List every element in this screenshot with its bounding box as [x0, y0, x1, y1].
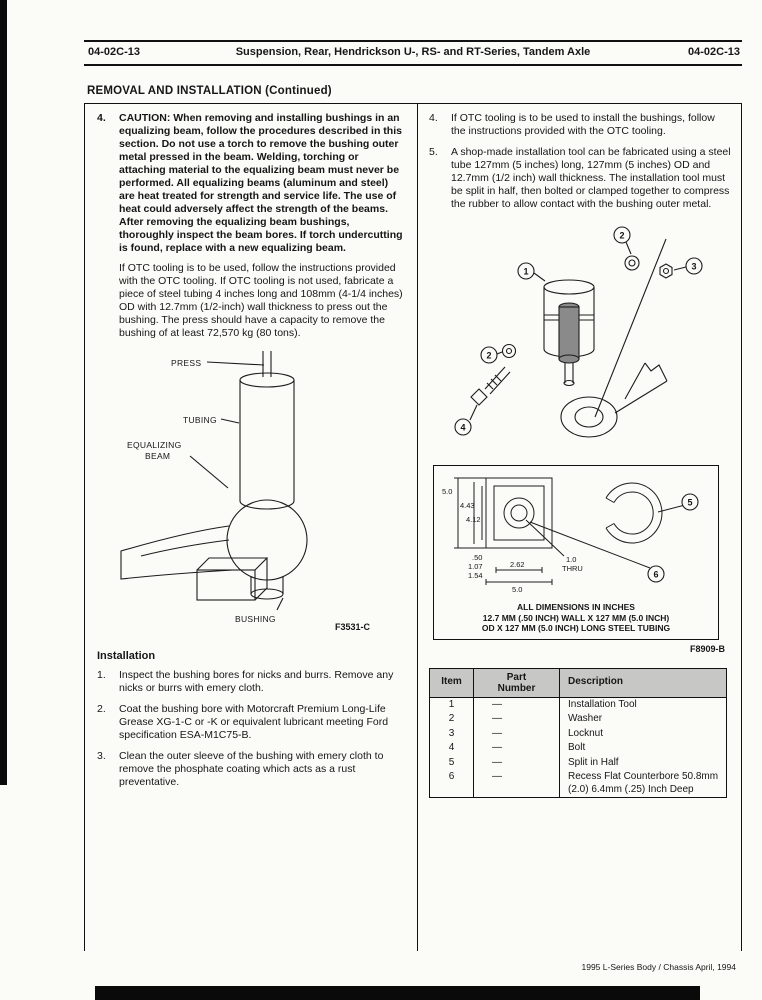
install-step-1: [97, 669, 405, 695]
step-text: A shop-made installation tool can be fabricated using a steel tube 127mm (5 inches) long, 127mm (5 inches) OD and 12.7mm (1/2 inch) wall thickness. The installation tool must be split in half, then bolted or clamped together to compress the rubber to allow contact with the bushing outer metal.: [451, 146, 731, 210]
header-part-line1: Part: [506, 671, 527, 683]
tool-figure: [429, 221, 731, 656]
step-number: 3.: [97, 750, 106, 762]
press-figure: [97, 348, 405, 640]
header-rule-bottom: [84, 64, 742, 66]
table-row: [430, 741, 727, 756]
header-part-number: [474, 668, 560, 697]
bushing-assembly: [559, 303, 579, 386]
left-column: [97, 112, 405, 797]
table-row: [430, 712, 727, 727]
cell-item: 4: [430, 741, 474, 756]
table-row: [430, 770, 727, 798]
cell-item: 3: [430, 727, 474, 742]
cell-description: Split in Half: [560, 756, 727, 771]
dim-1-07: 1.07: [468, 562, 483, 571]
header-rule-top: [84, 40, 742, 42]
dim-1-54: 1.54: [468, 571, 483, 580]
page-code-right: 04-02C-13: [688, 46, 740, 58]
callout-5-num: 5: [687, 497, 693, 508]
section-rule: [84, 103, 742, 104]
scan-artifact-left: [0, 0, 7, 785]
install-step-2: [97, 703, 405, 742]
callout-2-top-num: 2: [619, 230, 625, 241]
section-title: REMOVAL AND INSTALLATION (Continued): [87, 85, 332, 97]
dimension-note-line1: ALL DIMENSIONS IN INCHES: [517, 602, 635, 612]
installation-heading: Installation: [97, 650, 156, 662]
callout-3-num: 3: [691, 261, 697, 272]
dim-4-12: 4.12: [466, 515, 481, 524]
figure-id-f3531c: F3531-C: [335, 622, 371, 632]
cell-part: —: [474, 712, 560, 727]
install-step-3: [97, 750, 405, 789]
dimension-figure-box: [433, 465, 719, 640]
bushing-label: BUSHING: [235, 614, 276, 624]
cell-part: —: [474, 727, 560, 742]
table-row: [430, 756, 727, 771]
dimension-note-line2: 12.7 MM (.50 INCH) WALL X 127 MM (5.0 INCH): [482, 612, 670, 623]
tubing-cylinder: [240, 373, 294, 509]
bolt-shape: [471, 367, 510, 405]
table-row: [430, 727, 727, 742]
locknut-shape: [660, 264, 672, 278]
caution-text: CAUTION: When removing and installing bushings in an equalizing beam, follow the procedures described in this section. Do not use a torch to remove the bushing outer metal pressed in the beam. Welding, torching or attaching material to the equalizing beam must never be performed. All equalizing beams (aluminum and steel) are heat treated for strength and service life. The use of heat could adversely affect the strength of the beams. After removing the equalizing beam bushings, thoroughly inspect the beam bores. If torch undercutting is found, replace with a new equalizing beam.: [119, 112, 403, 254]
caution-step: [97, 112, 405, 340]
column-border-right: [741, 103, 742, 951]
callout-6-num: 6: [653, 569, 659, 580]
dimension-notes: [438, 602, 714, 634]
callout-2-lower-num: 2: [486, 350, 492, 361]
equalizing-beam-label-line2: BEAM: [145, 451, 171, 461]
step-4: [429, 112, 731, 138]
cell-description: Installation Tool: [560, 697, 727, 712]
page-title: Suspension, Rear, Hendrickson U-, RS- and RT-Series, Tandem Axle: [235, 46, 591, 58]
scan-artifact-bottom: [95, 986, 700, 1000]
header-part-line2: Number: [497, 682, 536, 694]
step-text: Clean the outer sleeve of the bushing with emery cloth to remove the phosphate coating which acts as a rust preventative.: [119, 750, 384, 788]
equalizing-beam-shape: [121, 500, 307, 580]
leader-lines: [190, 362, 283, 610]
dim-2-62: 2.62: [510, 560, 525, 569]
dimension-note-line3: OD X 127 MM (5.0 INCH) LONG STEEL TUBING: [481, 623, 671, 633]
dim-0-50: .50: [472, 553, 483, 562]
cell-item: 5: [430, 756, 474, 771]
exploded-tool-diagram: [429, 221, 729, 457]
parts-table: [429, 668, 727, 799]
right-column: [429, 112, 731, 798]
dimension-drawing: [438, 470, 714, 596]
cell-description: Recess Flat Counterbore 50.8mm (2.0) 6.4mm (.25) Inch Deep: [560, 770, 727, 798]
header-item: Item: [430, 668, 474, 697]
cell-description: Locknut: [560, 727, 727, 742]
dim-thru: THRU: [562, 564, 583, 573]
split-ring-section: [606, 483, 662, 543]
cell-description: Bolt: [560, 741, 727, 756]
equalizing-beam-label-line1: EQUALIZING: [127, 440, 182, 450]
step-number: 2.: [97, 703, 106, 715]
footer-text: 1995 L-Series Body / Chassis April, 1994: [581, 962, 736, 972]
tubing-label: TUBING: [183, 415, 217, 425]
table-row: [430, 697, 727, 712]
cell-part: —: [474, 756, 560, 771]
step-number: 1.: [97, 669, 106, 681]
washer-top: [625, 256, 639, 270]
otc-paragraph: If OTC tooling is to be used, follow the instructions provided with the OTC tooling. If OTC tooling is not used, fabricate a piece of steel tubing 4 inches long and 108mm (4-1/4 inches) OD with 12.7mm (1/2-inch) wall thickness to press out the bushing. The press should have a capacity to remove the bushing of at least 72,570 kg (80 tons).: [119, 262, 403, 339]
cell-part: —: [474, 741, 560, 756]
figure-id-f8909b: F8909-B: [689, 643, 725, 654]
step-text: Coat the bushing bore with Motorcraft Premium Long-Life Grease XG-1-C or -K or equivalent lubricant meeting Ford specification ESA-M1C75-B.: [119, 703, 389, 741]
step-text: If OTC tooling is to be used to install the bushings, follow the instructions provided with the OTC tooling.: [451, 112, 715, 137]
dim-4-43: 4.43: [460, 501, 475, 510]
dim-1-0: 1.0: [566, 555, 577, 564]
press-diagram-lines: [121, 351, 307, 610]
flange-section: [486, 478, 552, 548]
cell-item: 1: [430, 697, 474, 712]
cell-item: 2: [430, 712, 474, 727]
step-number: 4.: [97, 112, 106, 124]
step-5: [429, 146, 731, 211]
exploded-lines: [470, 239, 686, 437]
cell-description: Washer: [560, 712, 727, 727]
parts-table-header-row: [430, 668, 727, 697]
cell-part: —: [474, 697, 560, 712]
press-diagram: [97, 348, 403, 636]
header-description: Description: [560, 668, 727, 697]
cell-part: —: [474, 770, 560, 798]
callout-1-num: 1: [523, 266, 529, 277]
dim-5-0-bottom: 5.0: [512, 585, 523, 594]
cell-item: 6: [430, 770, 474, 798]
step-number: 5.: [429, 146, 438, 158]
callout-4-num: 4: [460, 422, 466, 433]
step-text: Inspect the bushing bores for nicks and burrs. Remove any nicks or burrs with emery cloth.: [119, 669, 394, 694]
page-code-left: 04-02C-13: [88, 46, 140, 58]
press-label: PRESS: [171, 358, 202, 368]
step-number: 4.: [429, 112, 438, 124]
beam-eye-shape: [561, 363, 667, 437]
column-border-left: [84, 103, 85, 951]
column-divider: [417, 103, 418, 951]
washer-lower: [503, 345, 516, 358]
dim-5-0-left: 5.0: [442, 487, 453, 496]
